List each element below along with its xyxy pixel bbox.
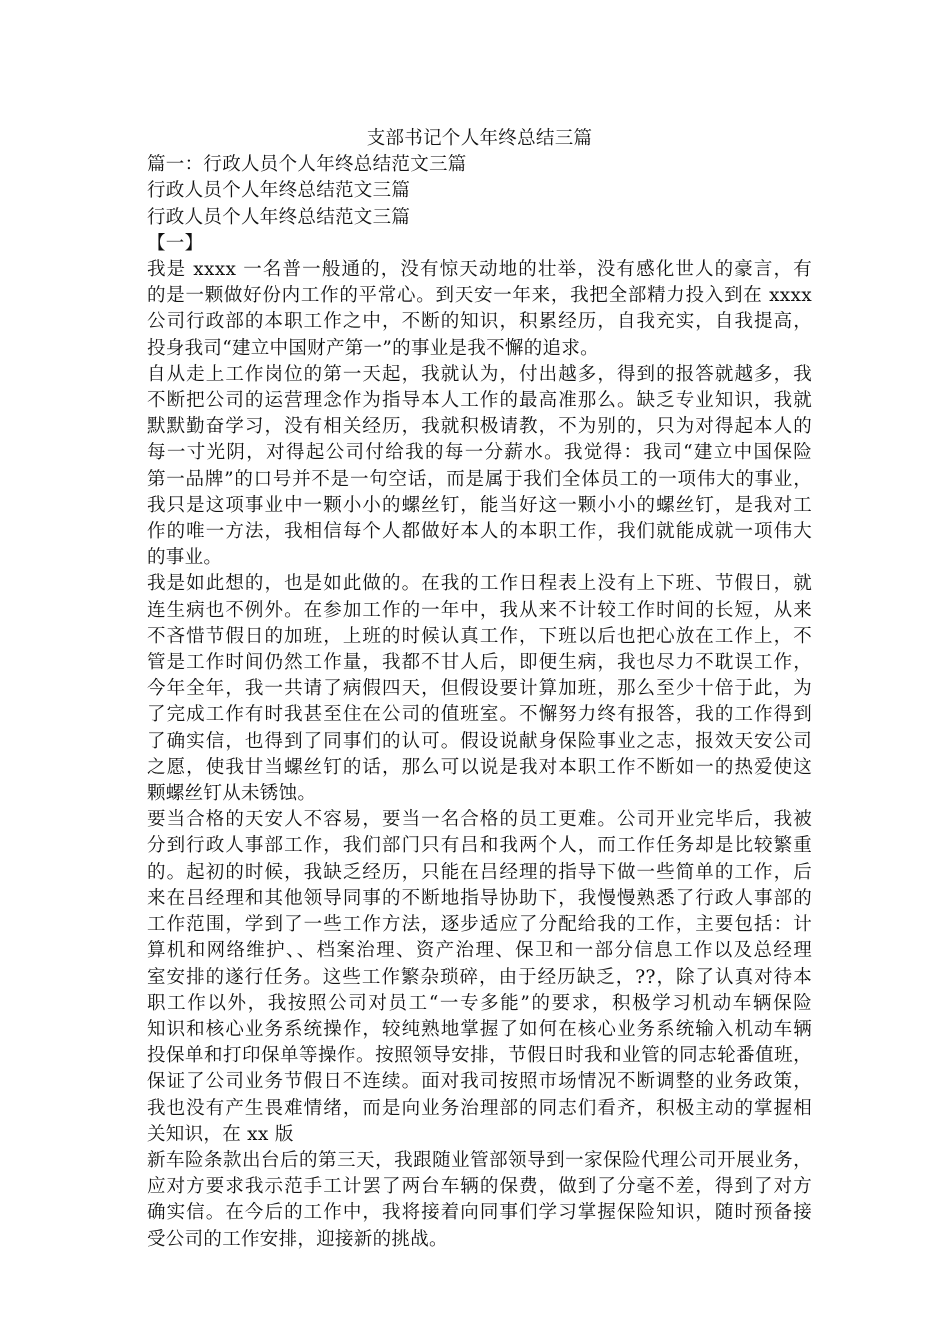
paragraph-line: 之愿，使我甘当螺丝钉的话，那么可以说是我对本职工作不断如一的热爱使这 <box>147 756 812 778</box>
paragraph-line: 第一品牌”的口号并不是一句空话，而是属于我们全体员工的一项伟大的事业， <box>147 468 812 490</box>
paragraph-line: 我是 xxxx 一名普一般通的，没有惊天动地的壮举，没有感化世人的豪言，有 <box>147 259 812 281</box>
paragraph-line: 不断把公司的运营理念作为指导本人工作的最高准那么。缺乏专业知识，我就 <box>147 390 812 412</box>
paragraph-line: 室安排的遂行任务。这些工作繁杂琐碎，由于经历缺乏，??，除了认真对待本 <box>147 966 812 988</box>
paragraph-line: 应对方要求我示范手工计罢了两台车辆的保费，做到了分毫不差，得到了对方 <box>147 1176 812 1198</box>
paragraph-line: 保证了公司业务节假日不连续。面对我司按照市场情况不断调整的业务政策， <box>147 1071 812 1093</box>
paragraph-line: 连生病也不例外。在参加工作的一年中，我从来不计较工作时间的长短，从来 <box>147 599 812 621</box>
paragraph-line: 我也没有产生畏难情绪，而是向业务治理部的同志们看齐，积极主动的掌握相 <box>147 1097 812 1119</box>
paragraph-line: 了确实信，也得到了同事们的认可。假设说献身保险事业之志，报效天安公司 <box>147 730 812 752</box>
paragraph-line: 确实信。在今后的工作中，我将接着向同事们学习掌握保险知识，随时预备接 <box>147 1202 812 1224</box>
paragraph-line: 投身我司“建立中国财产第一”的事业是我不懈的追求。 <box>147 337 599 359</box>
paragraph-line: 关知识，在 xx 版 <box>147 1123 294 1145</box>
paragraph-line: 的是一颗做好份内工作的平常心。到天安一年来，我把全部精力投入到在 xxxx <box>147 285 812 307</box>
body-paragraph <box>147 1148 812 1253</box>
paragraph-line: 来在吕经理和其他领导同事的不断地指导协助下，我慢慢熟悉了行政人事部的 <box>147 887 812 909</box>
paragraph-line: 我只是这项事业中一颗小小的螺丝钉，能当好这一颗小小的螺丝钉，是我对工 <box>147 494 812 516</box>
subheading: 行政人员个人年终总结范文三篇 <box>147 180 411 202</box>
paragraph-line: 分到行政人事部工作，我们部门只有吕和我两个人，而工作任务却是比较繁重 <box>147 835 812 857</box>
section-heading: 篇一：行政人员个人年终总结范文三篇 <box>147 154 467 176</box>
paragraph-line: 要当合格的天安人不容易，要当一名合格的员工更难。公司开业完毕后，我被 <box>147 809 812 831</box>
paragraph-line: 管是工作时间仍然工作量，我都不甘人后，即便生病，我也尽力不耽误工作， <box>147 652 812 674</box>
paragraph-line: 了完成工作有时我甚至住在公司的值班室。不懈努力终有报答，我的工作得到 <box>147 704 812 726</box>
paragraph-line: 作的唯一方法，我相信每个人都做好本人的本职工作，我们就能成就一项伟大 <box>147 521 812 543</box>
paragraph-list <box>147 257 812 1253</box>
paragraph-line: 的事业。 <box>147 547 223 569</box>
paragraph-line: 的。起初的时候，我缺乏经历，只能在吕经理的指导下做一些简单的工作，后 <box>147 861 812 883</box>
paragraph-line: 默默勤奋学习，没有相关经历，我就积极请教，不为别的，只为对得起本人的 <box>147 416 812 438</box>
document-body <box>147 126 812 1253</box>
paragraph-line: 职工作以外，我按照公司对员工“一专多能”的要求，积极学习机动车辆保险 <box>147 992 812 1014</box>
paragraph-line: 不吝惜节假日的加班，上班的时候认真工作，下班以后也把心放在工作上，不 <box>147 625 812 647</box>
paragraph-line: 自从走上工作岗位的第一天起，我就认为，付出越多，得到的报答就越多，我 <box>147 363 812 385</box>
paragraph-line: 今年全年，我一共请了病假四天，但假设要计算加班，那么至少十倍于此，为 <box>147 678 812 700</box>
paragraph-line: 投保单和打印保单等操作。按照领导安排，节假日时我和业管的同志轮番值班， <box>147 1045 812 1067</box>
body-paragraph <box>147 807 812 1148</box>
body-paragraph <box>147 257 812 362</box>
paragraph-line: 我是如此想的，也是如此做的。在我的工作日程表上没有上下班、节假日，就 <box>147 573 812 595</box>
paragraph-line: 每一寸光阴，对得起公司付给我的每一分薪水。我觉得：我司“建立中国保险 <box>147 442 812 464</box>
paragraph-line: 受公司的工作安排，迎接新的挑战。 <box>147 1228 448 1250</box>
paragraph-line: 公司行政部的本职工作之中，不断的知识，积累经历，自我充实，自我提高， <box>147 311 812 333</box>
subheading: 行政人员个人年终总结范文三篇 <box>147 206 411 228</box>
paragraph-line: 新车险条款出台后的第三天，我跟随业管部领导到一家保险代理公司开展业务， <box>147 1149 812 1171</box>
paragraph-line: 颗螺丝钉从未锈蚀。 <box>147 783 317 805</box>
document-title: 支部书记个人年终总结三篇 <box>366 128 593 149</box>
paragraph-line: 算机和网络维护、、档案治理、资产治理、保卫和一部分信息工作以及总经理 <box>147 940 812 962</box>
part-marker: 【一】 <box>147 232 204 254</box>
paragraph-line: 工作范围，学到了一些工作方法，逐步适应了分配给我的工作，主要包括：计 <box>147 914 812 936</box>
body-paragraph <box>147 571 812 807</box>
body-paragraph <box>147 362 812 572</box>
paragraph-line: 知识和核心业务系统操作，较纯熟地掌握了如何在核心业务系统输入机动车辆 <box>147 1018 812 1040</box>
